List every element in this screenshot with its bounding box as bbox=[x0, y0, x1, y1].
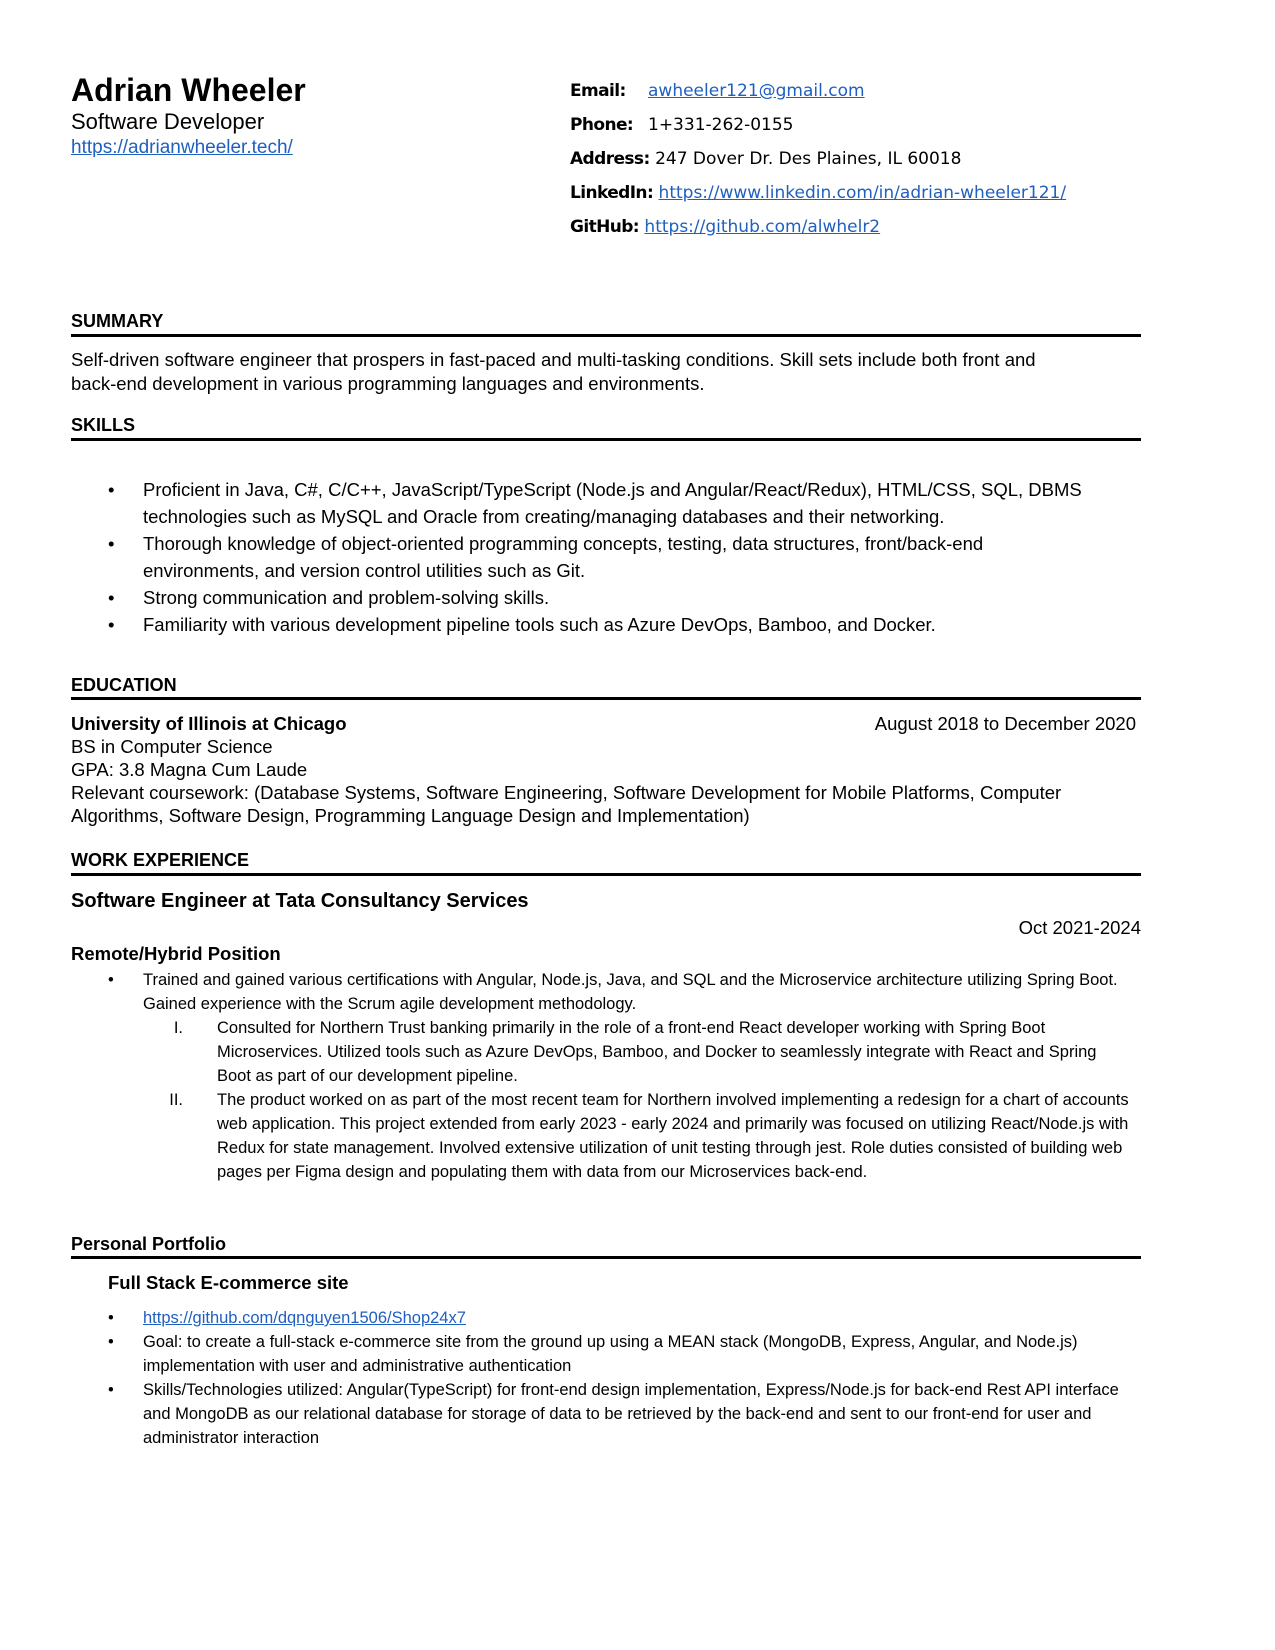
bullet-icon: • bbox=[108, 614, 115, 635]
contact-email bbox=[570, 78, 1066, 112]
skill-item: • Proficient in Java, C#, C/C++, JavaScript/TypeScript (Node.js and Angular/React/Redux), HTML/CSS, SQL, DBMS technologies such as MySQL and Oracle from creating/managing databases and their networking. bbox=[71, 476, 1101, 530]
address-label: Address: bbox=[570, 149, 650, 169]
work-heading: WORK EXPERIENCE bbox=[71, 850, 250, 870]
project-item: • Skills/Technologies utilized: Angular(TypeScript) for front-end design implementation, Express/Node.js for back-end Rest API interface and MongoDB as our relational database for storage of data to be retrieved by the back-end and sent to our front-end for user and administrator interaction bbox=[71, 1378, 1143, 1450]
skills-divider bbox=[71, 438, 1141, 441]
linkedin-label: LinkedIn: bbox=[570, 183, 654, 203]
project-link-item bbox=[71, 1306, 1143, 1330]
phone-value: 1+331-262-0155 bbox=[648, 115, 794, 135]
roman-numeral: II. bbox=[169, 1091, 183, 1109]
work-divider bbox=[71, 873, 1141, 876]
skills-list bbox=[71, 476, 1101, 638]
bullet-icon: • bbox=[108, 587, 115, 608]
summary-heading: SUMMARY bbox=[71, 311, 164, 331]
skill-item: • Familiarity with various development pipeline tools such as Azure DevOps, Bamboo, and Docker. bbox=[71, 611, 1101, 638]
education-divider bbox=[71, 697, 1141, 700]
bullet-icon: • bbox=[108, 1333, 114, 1351]
summary-text bbox=[71, 348, 1151, 396]
email-label: Email: bbox=[570, 81, 626, 101]
bullet-icon: • bbox=[108, 1309, 114, 1327]
website-link[interactable]: https://adrianwheeler.tech/ bbox=[71, 137, 293, 158]
education-dates: August 2018 to December 2020 bbox=[874, 713, 1136, 734]
coursework: Relevant coursework: (Database Systems, Software Engineering, Software Development for Mobile Platforms, Computer Algorithms, Software Design, Programming Language Design and Implementation) bbox=[71, 782, 1062, 826]
candidate-title: Software Developer bbox=[71, 109, 265, 134]
job-title: Software Engineer at Tata Consultancy Services bbox=[71, 890, 529, 912]
contact-github bbox=[570, 214, 1066, 248]
bullet-icon: • bbox=[108, 479, 115, 500]
portfolio-heading: Personal Portfolio bbox=[71, 1234, 227, 1254]
job-bullet-item: • Trained and gained various certifications with Angular, Node.js, Java, and SQL and the Microservice architecture utilizing Spring Boot. Gained experience with the Scrum agile development methodology. bbox=[71, 968, 1131, 1016]
summary-line: back-end development in various programming languages and environments. bbox=[71, 373, 705, 394]
skill-item: • Thorough knowledge of object-oriented programming concepts, testing, data structures, front/back-end environments, and version control utilities such as Git. bbox=[71, 530, 1101, 584]
job-sub-item: I. Consulted for Northern Trust banking primarily in the role of a front-end React developer working with Spring Boot Microservices. Utilized tools such as Azure DevOps, Bamboo, and Docker to seamlessly integrate with React and Spring Boot as part of our development pipeline. bbox=[71, 1016, 1131, 1088]
portfolio-divider bbox=[71, 1256, 1141, 1259]
contact-linkedin bbox=[570, 180, 1066, 214]
education-heading: EDUCATION bbox=[71, 675, 177, 695]
roman-numeral: I. bbox=[173, 1019, 183, 1037]
gpa: GPA: 3.8 Magna Cum Laude bbox=[71, 759, 308, 780]
skill-item: • Strong communication and problem-solving skills. bbox=[71, 584, 1101, 611]
job-sub-item: II. The product worked on as part of the most recent team for Northern involved implementing a redesign for a chart of accounts web application. This project extended from early 2023 - early 2024 and primarily was focused on utilizing React/Node.js with Redux for state management. Involved extensive utilization of unit testing through jest. Role duties consisted of building web pages per Figma design and populating them with data from our Microservices back-end. bbox=[71, 1088, 1131, 1184]
bullet-icon: • bbox=[108, 533, 115, 554]
school-name: University of Illinois at Chicago bbox=[71, 713, 347, 734]
github-label: GitHub: bbox=[570, 217, 640, 237]
project-title: Full Stack E-commerce site bbox=[108, 1272, 349, 1293]
contact-block bbox=[570, 78, 1066, 248]
bullet-icon: • bbox=[108, 971, 114, 989]
project-bullets bbox=[71, 1306, 1143, 1450]
summary-divider bbox=[71, 334, 1141, 337]
bullet-icon: • bbox=[108, 1381, 114, 1399]
summary-line: Self-driven software engineer that prospers in fast-paced and multi-tasking conditions. Skill sets include both front and bbox=[71, 349, 1036, 370]
job-bullets bbox=[71, 968, 1131, 1016]
job-dates: Oct 2021-2024 bbox=[1018, 917, 1141, 938]
job-position: Remote/Hybrid Position bbox=[71, 943, 281, 964]
job-details bbox=[71, 968, 1131, 1184]
email-link[interactable]: awheeler121@gmail.com bbox=[648, 81, 865, 101]
education-block bbox=[71, 712, 1146, 827]
project-repo-link[interactable]: https://github.com/dqnguyen1506/Shop24x7 bbox=[143, 1309, 466, 1327]
project-item: • Goal: to create a full-stack e-commerce site from the ground up using a MEAN stack (MongoDB, Express, Angular, and Node.js) implementation with user and administrative authentication bbox=[71, 1330, 1143, 1378]
skills-heading: SKILLS bbox=[71, 415, 136, 435]
candidate-name: Adrian Wheeler bbox=[71, 72, 306, 108]
job-sub-items bbox=[71, 1016, 1131, 1184]
phone-label: Phone: bbox=[570, 115, 634, 135]
github-link[interactable]: https://github.com/alwhelr2 bbox=[644, 217, 881, 237]
contact-address bbox=[570, 146, 1066, 180]
linkedin-link[interactable]: https://www.linkedin.com/in/adrian-wheeler121/ bbox=[658, 183, 1067, 203]
address-value: 247 Dover Dr. Des Plaines, IL 60018 bbox=[655, 149, 962, 169]
contact-phone bbox=[570, 112, 1066, 146]
degree: BS in Computer Science bbox=[71, 736, 273, 757]
